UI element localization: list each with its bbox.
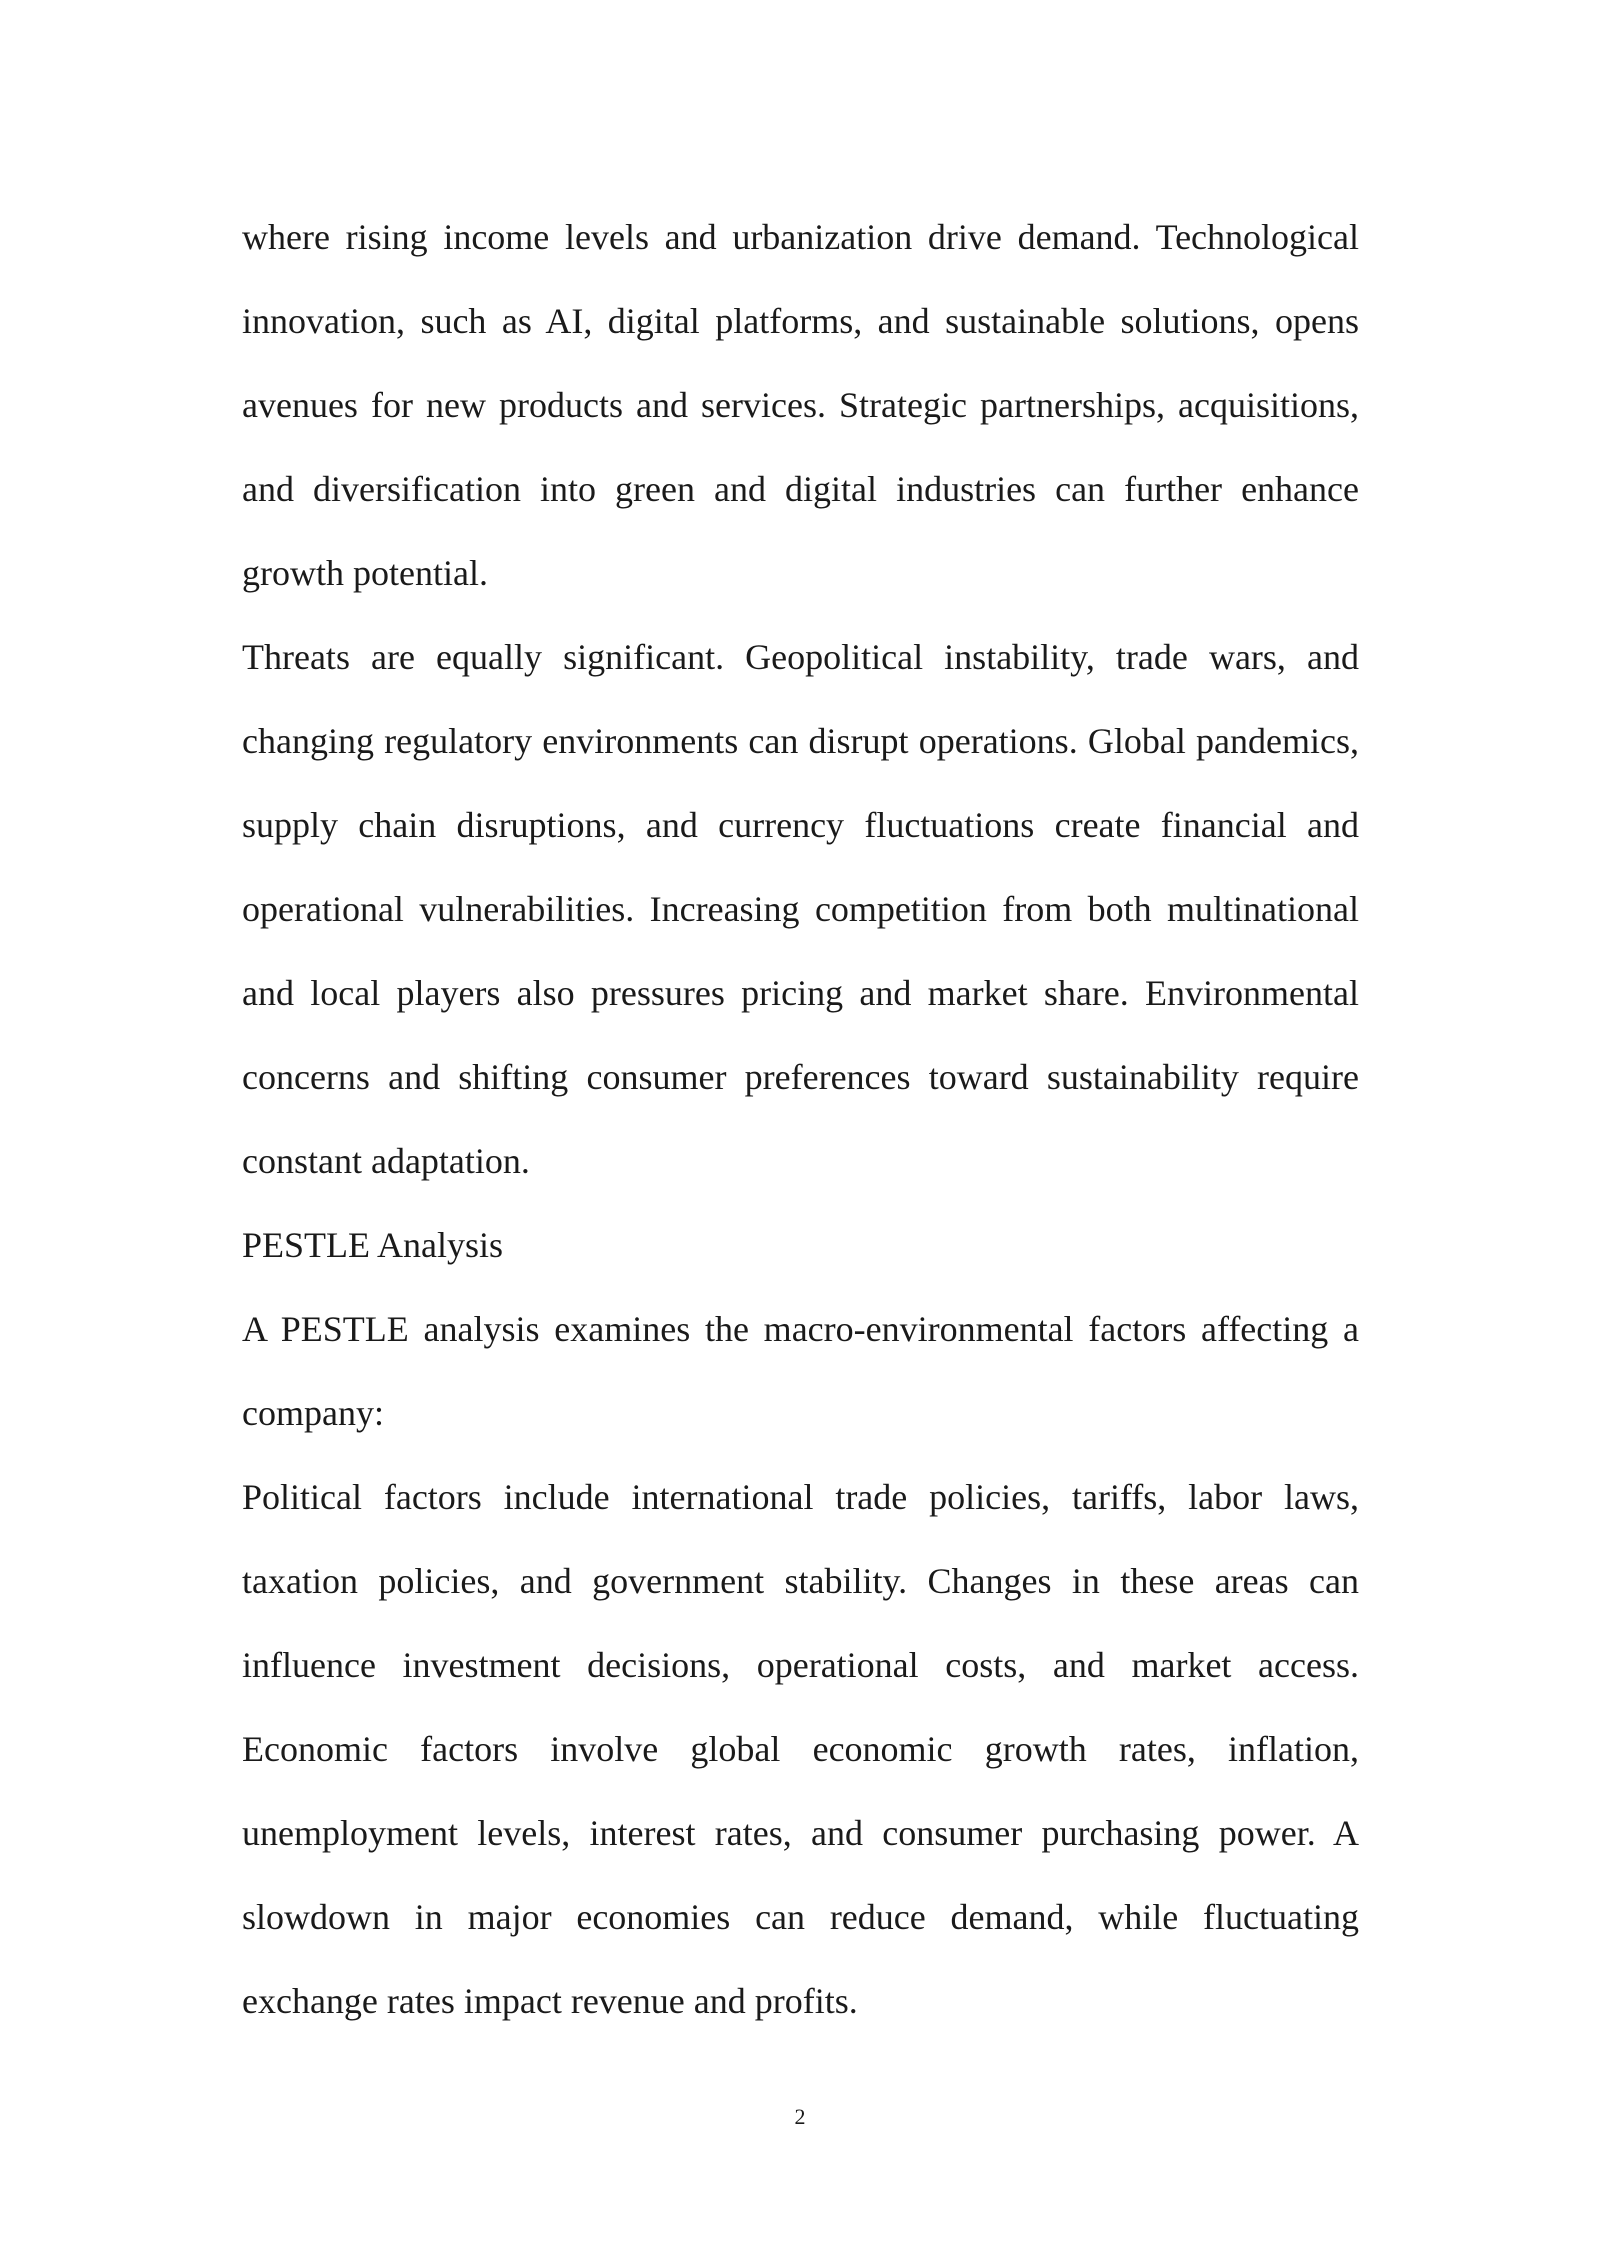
paragraph-pestle-intro: A PESTLE analysis examines the macro-environmental factors affecting a company: xyxy=(242,1309,1359,1433)
paragraph-threats: Threats are equally significant. Geopolitical instability, trade wars, and changing regulatory environments can disrupt operations. Global pandemics, supply chain disruptions, and currency fluctuations create financial and operational vulnerabilities. Increasing competition from both multinational and local players also pressures pricing and market share. Environmental concerns and shifting consumer preferences toward sustainability require constant adaptation. xyxy=(242,637,1359,1181)
paragraph-political-economic: Political factors include international trade policies, tariffs, labor laws, taxation policies, and government stability. Changes in these areas can influence investment decisions, operational costs, and market access. Economic factors involve global economic growth rates, inflation, unemployment levels, interest rates, and consumer purchasing power. A slowdown in major economies can reduce demand, while fluctuating exchange rates impact revenue and profits. xyxy=(242,1477,1359,2021)
document-body xyxy=(242,195,1359,2043)
page-number: 2 xyxy=(794,2104,806,2129)
section-heading: PESTLE Analysis xyxy=(242,1225,504,1265)
paragraph-opportunities: where rising income levels and urbanization drive demand. Technological innovation, such as AI, digital platforms, and sustainable solutions, opens avenues for new products and services. Strategic partnerships, acquisitions, and diversification into green and digital industries can further enhance growth potential. xyxy=(242,217,1359,593)
